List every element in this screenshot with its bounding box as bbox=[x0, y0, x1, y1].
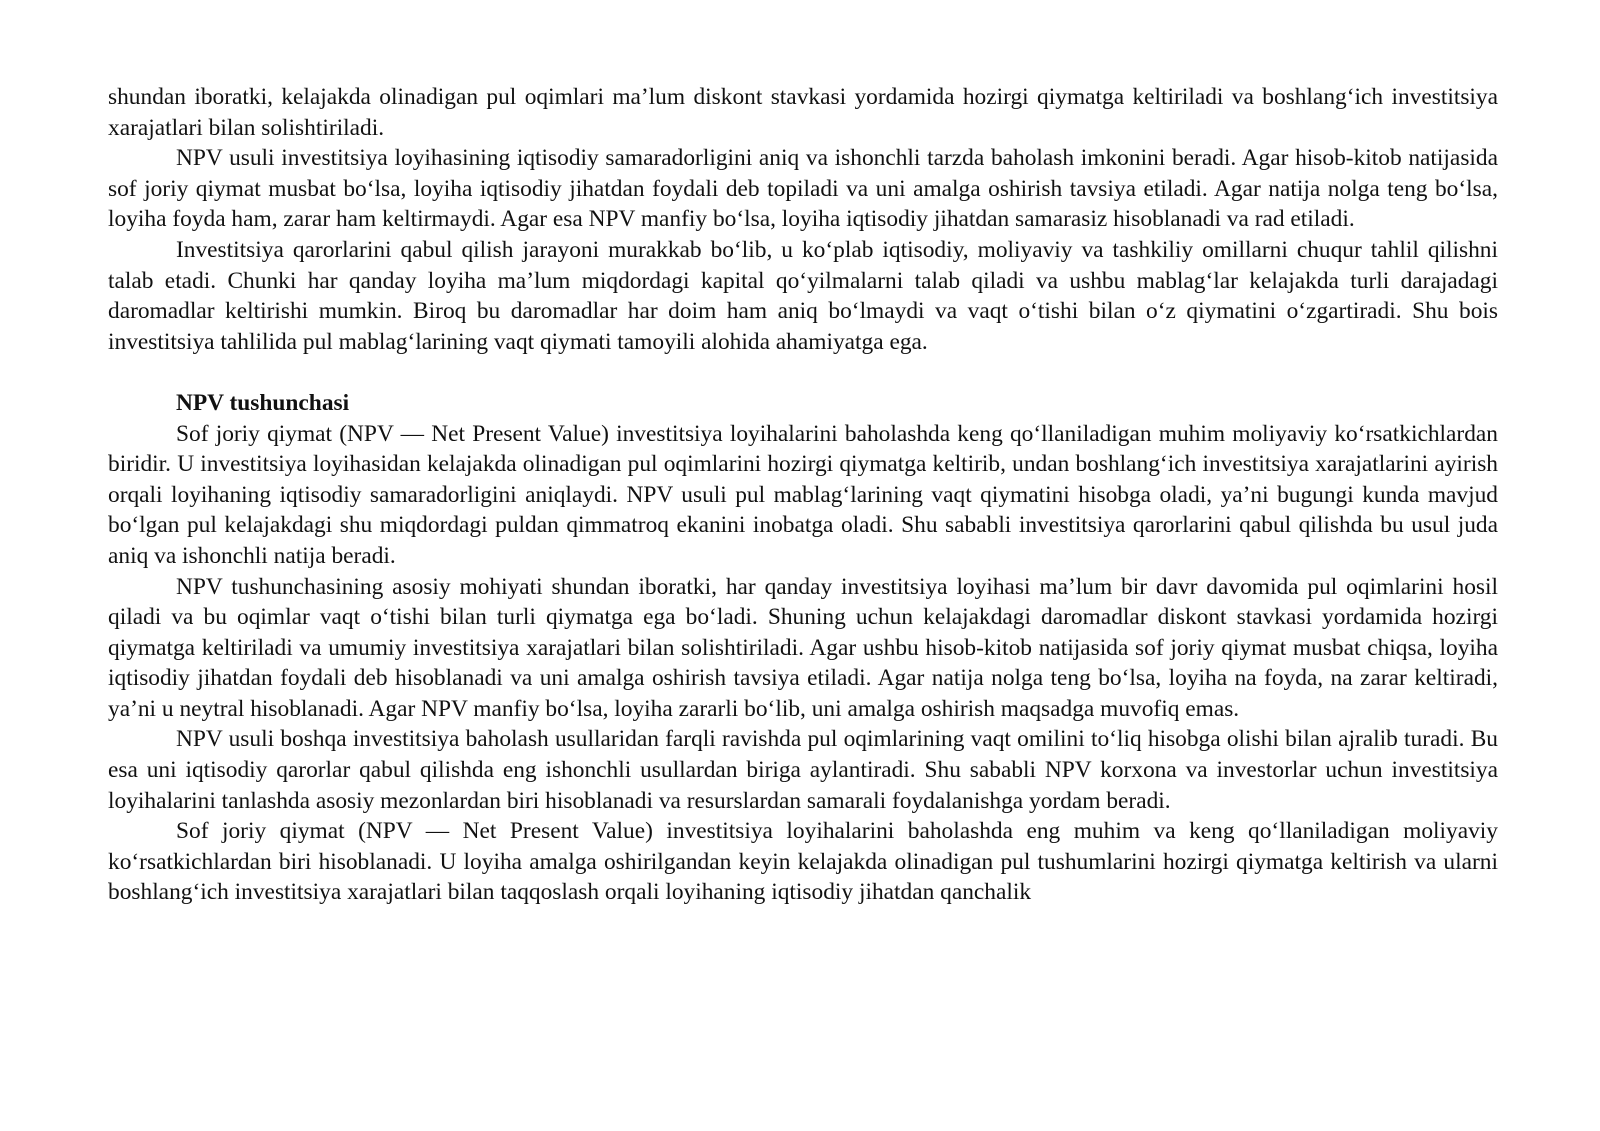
paragraph-npv-definition: Sof joriy qiymat (NPV — Net Present Value) investitsiya loyihalarini baholashda keng qo‘llaniladigan muhim moliyaviy ko‘rsatkichlardan biridir. U investitsiya loyihasidan kelajakda olinadigan pul oqimlarini hozirgi qiymatga keltirib, undan boshlang‘ich investitsiya xarajatlarini ayirish orqali loyihaning iqtisodiy samaradorligini aniqlaydi. NPV usuli pul mablag‘larining vaqt qiymatini hisobga oladi, ya’ni bugungi kunda mavjud bo‘lgan pul kelajakdagi shu miqdordagi puldan qimmatroq ekanini inobatga oladi. Shu sababli investitsiya qarorlarini qabul qilishda bu usul juda aniq va ishonchli natija beradi. bbox=[108, 420, 1498, 569]
paragraph-npv-advantages: NPV usuli boshqa investitsiya baholash usullaridan farqli ravishda pul oqimlarining vaqt omilini to‘liq hisobga olishi bilan ajralib turadi. Bu esa uni iqtisodiy qarorlar qabul qilishda eng ishonchli usullardan biriga aylantiradi. Shu sababli NPV korxona va investorlar uchun investitsiya loyihalarini tanlashda asosiy mezonlardan biri hisoblanadi va resurslardan samarali foydalanishga yordam beradi. bbox=[108, 726, 1498, 814]
section-heading: NPV tushunchasi bbox=[176, 389, 350, 416]
paragraph-npv-essence: NPV tushunchasining asosiy mohiyati shundan iboratki, har qanday investitsiya loyihasi ma’lum bir davr davomida pul oqimlarini hosil qiladi va bu oqimlar vaqt o‘tishi bilan turli qiymatga ega bo‘ladi. Shuning uchun kelajakdagi daromadlar diskont stavkasi yordamida hozirgi qiymatga keltiriladi va umumiy investitsiya xarajatlari bilan solishtiriladi. Agar ushbu hisob-kitob natijasida sof joriy qiymat musbat chiqsa, loyiha iqtisodiy jihatdan foydali deb hisoblanadi va uni amalga oshirish tavsiya etiladi. Agar natija nolga teng bo‘lsa, loyiha na foyda, na zarar keltiradi, ya’ni u neytral hisoblanadi. Agar NPV manfiy bo‘lsa, loyiha zararli bo‘lib, uni amalga oshirish maqsadga muvofiq emas. bbox=[108, 573, 1498, 722]
section-spacer bbox=[108, 357, 1498, 388]
document-page bbox=[108, 82, 1498, 908]
paragraph-npv-importance: Sof joriy qiymat (NPV — Net Present Value) investitsiya loyihalarini baholashda eng muhim va keng qo‘llaniladigan moliyaviy ko‘rsatkichlardan biri hisoblanadi. U loyiha amalga oshirilgandan keyin kelajakda olinadigan pul tushumlarini hozirgi qiymatga keltirish va ularni boshlang‘ich investitsiya xarajatlari bilan taqqoslash orqali loyihaning iqtisodiy jihatdan qanchalik bbox=[108, 818, 1498, 906]
paragraph-continuation: shundan iboratki, kelajakda olinadigan pul oqimlari ma’lum diskont stavkasi yordamida hozirgi qiymatga keltiriladi va boshlang‘ich investitsiya xarajatlari bilan solishtiriladi. bbox=[108, 84, 1498, 141]
paragraph-npv-method: NPV usuli investitsiya loyihasining iqtisodiy samaradorligini aniq va ishonchli tarzda baholash imkonini beradi. Agar hisob-kitob natijasida sof joriy qiymat musbat bo‘lsa, loyiha iqtisodiy jihatdan foydali deb topiladi va uni amalga oshirish tavsiya etiladi. Agar natija nolga teng bo‘lsa, loyiha foyda ham, zarar ham keltirmaydi. Agar esa NPV manfiy bo‘lsa, loyiha iqtisodiy jihatdan samarasiz hisoblanadi va rad etiladi. bbox=[108, 145, 1498, 233]
paragraph-investment-decisions: Investitsiya qarorlarini qabul qilish jarayoni murakkab bo‘lib, u ko‘plab iqtisodiy, moliyaviy va tashkiliy omillarni chuqur tahlil qilishni talab etadi. Chunki har qanday loyiha ma’lum miqdordagi kapital qo‘yilmalarni talab qiladi va ushbu mablag‘lar kelajakda turli darajadagi daromadlar keltirishi mumkin. Biroq bu daromadlar har doim ham aniq bo‘lmaydi va vaqt o‘tishi bilan o‘z qiymatini o‘zgartiradi. Shu bois investitsiya tahlilida pul mablag‘larining vaqt qiymati tamoyili alohida ahamiyatga ega. bbox=[108, 236, 1498, 355]
